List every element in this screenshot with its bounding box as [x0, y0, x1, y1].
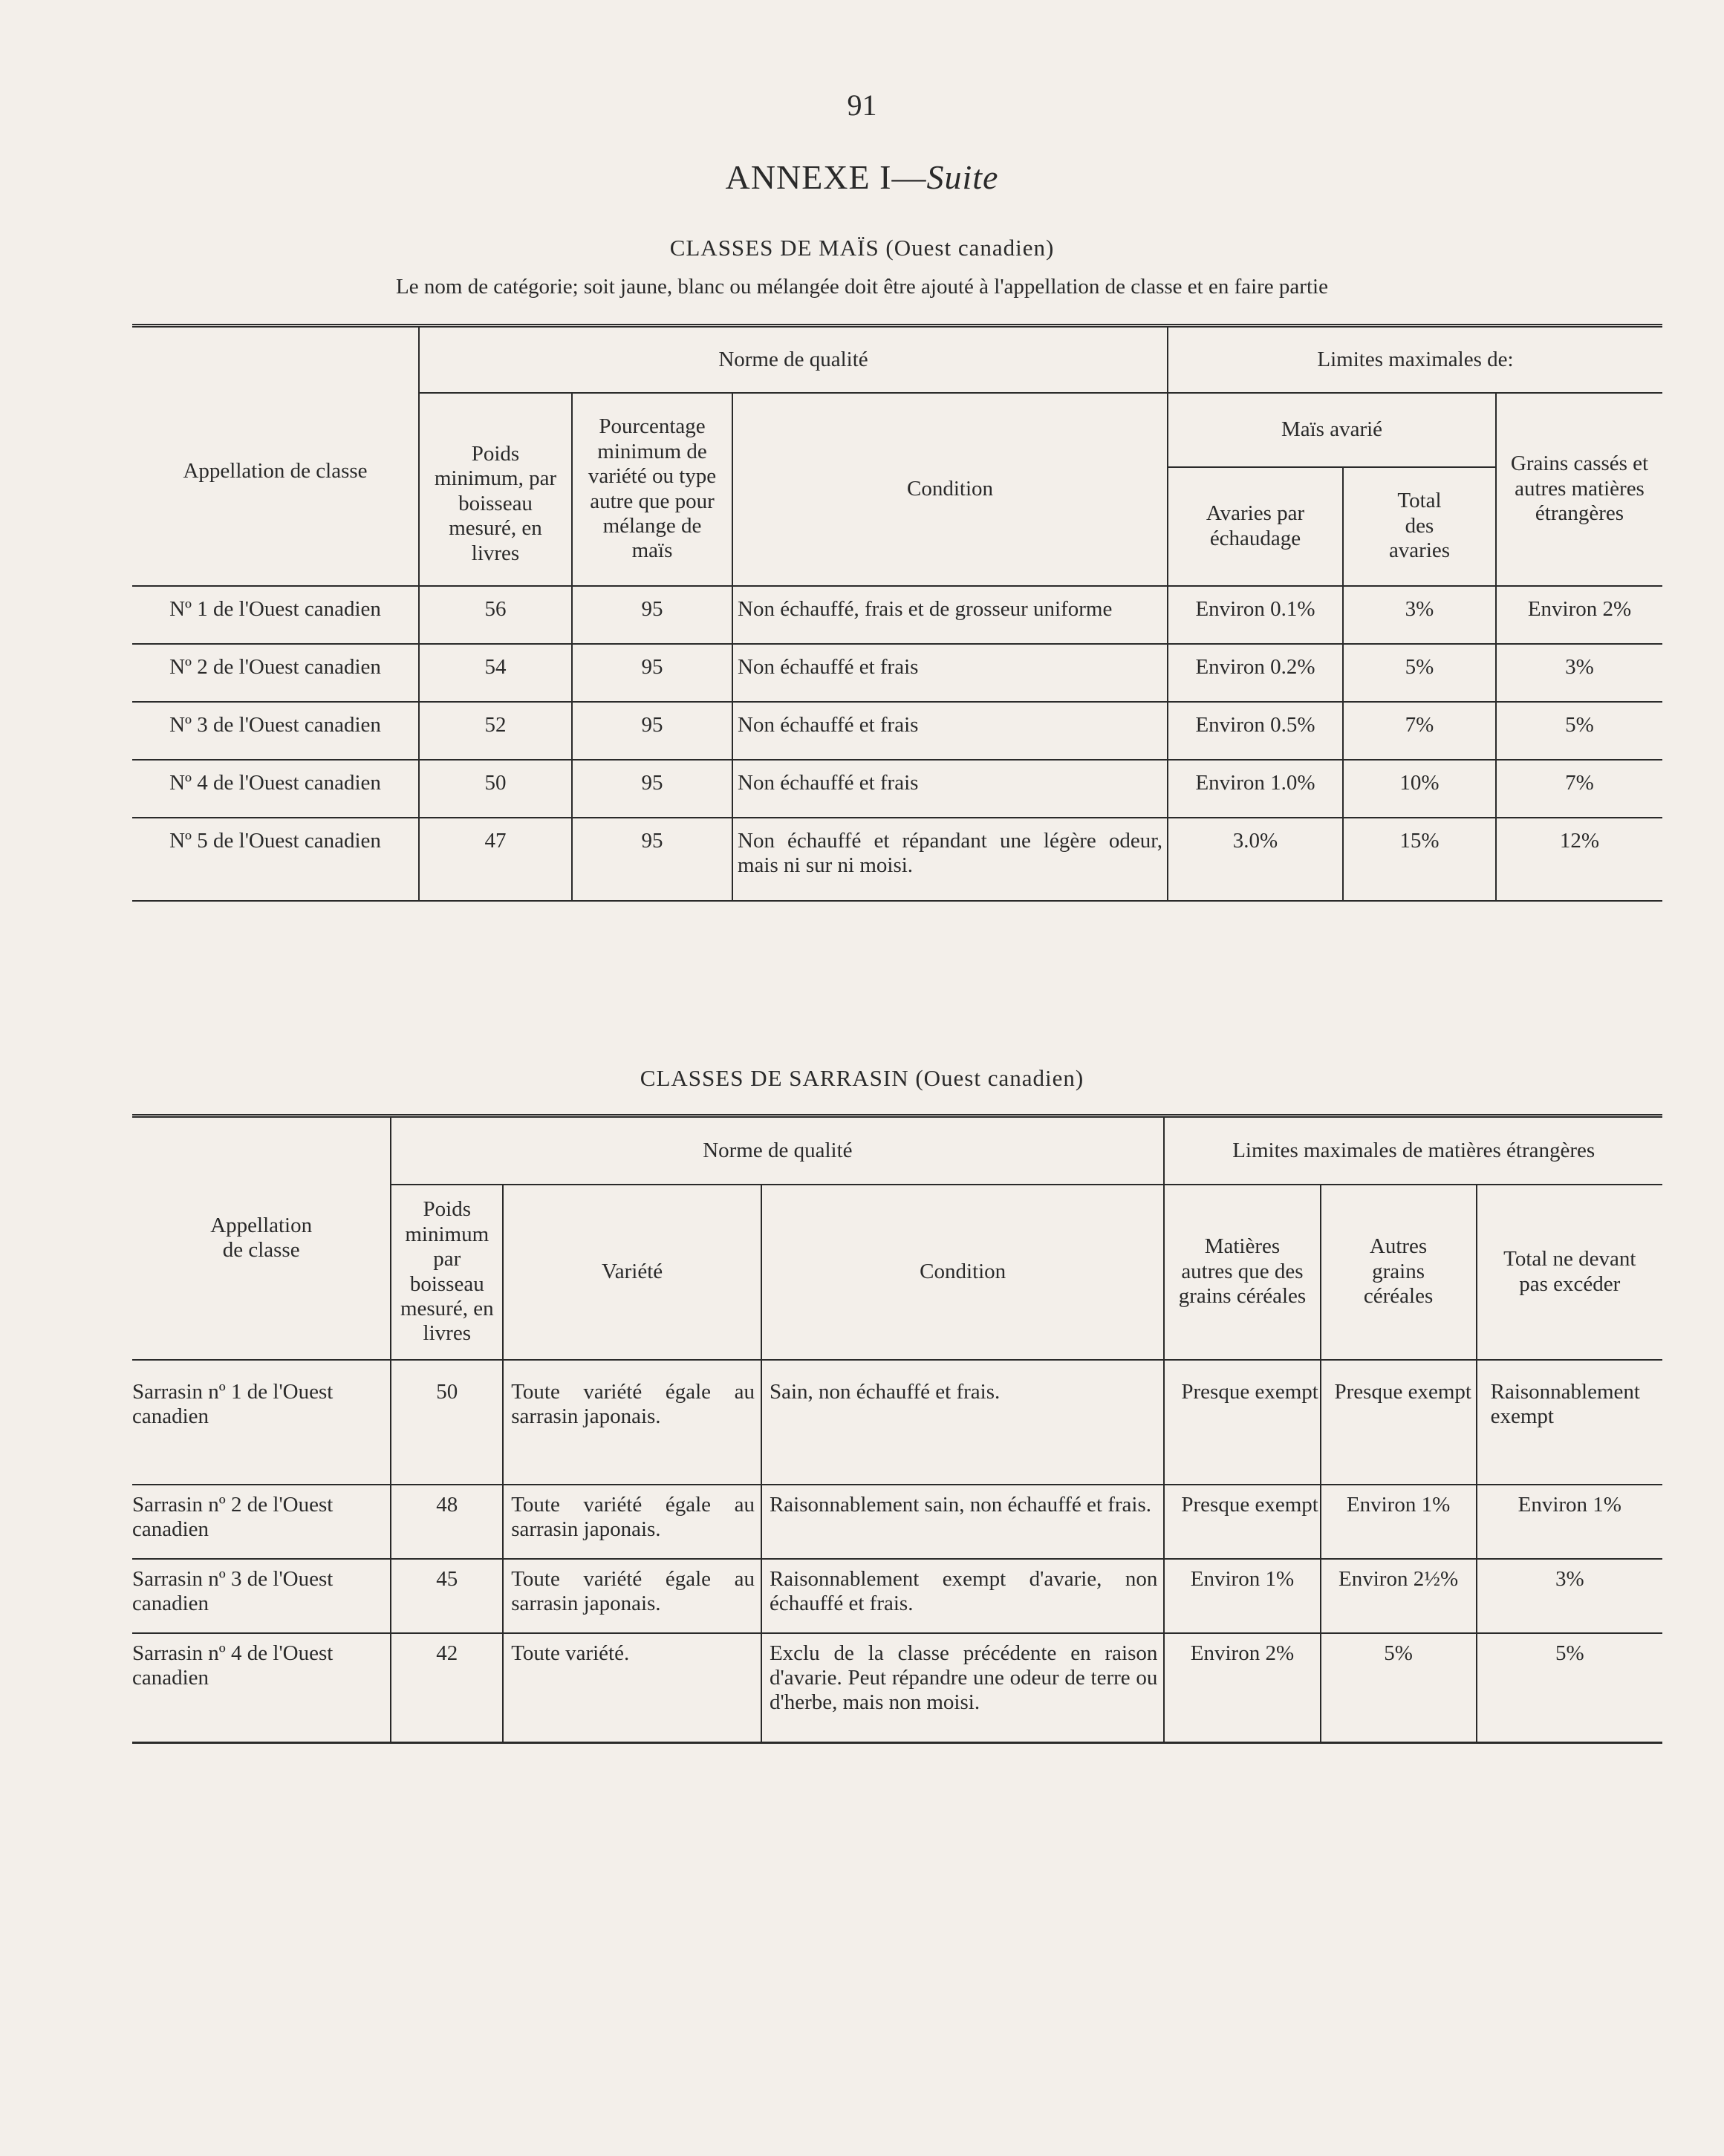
row-autres: Presque exempt [1321, 1360, 1477, 1485]
header-variete: Variété [503, 1185, 761, 1360]
header-total: Total ne devant pas excéder [1477, 1185, 1662, 1360]
table-row [132, 1485, 1662, 1559]
row-variete: Toute variété. [503, 1633, 761, 1743]
row-name: Sarrasin nº 2 de l'Ouest canadien [132, 1485, 391, 1559]
row-poids: 48 [391, 1485, 503, 1559]
row-name: Sarrasin nº 4 de l'Ouest canadien [132, 1633, 391, 1743]
mais-table-title: CLASSES DE MAÏS (Ouest canadien) [669, 235, 1055, 261]
row-total-avaries: 7% [1343, 702, 1496, 760]
row-echaudage: Environ 0.1% [1168, 586, 1343, 644]
row-poids: 42 [391, 1633, 503, 1743]
row-condition: Exclu de la classe précédente en raison d'avarie. Peut répandre une odeur de terre ou d'herbe, mais non moisi. [761, 1633, 1164, 1743]
header-matieres-autres: Matières autres que des grains céréales [1164, 1185, 1320, 1360]
row-condition: Non échauffé et frais [732, 760, 1168, 818]
header-condition: Condition [761, 1185, 1164, 1360]
mais-table-subtitle: Le nom de catégorie; soit jaune, blanc ou mélangée doit être ajouté à l'appellation de classe et en faire partie [396, 275, 1328, 299]
header-grains-casses: Grains cassés et autres matières étrangères [1496, 393, 1662, 586]
page-number: 91 [847, 88, 877, 122]
header-appellation: Appellation de classe [132, 1116, 391, 1360]
row-autres: Environ 1% [1321, 1485, 1477, 1559]
row-total: Raisonnablement exempt [1477, 1360, 1662, 1485]
table-row [132, 760, 1662, 818]
header-pourcentage: Pourcentage minimum de variété ou type autre que pour mélange de maïs [572, 393, 732, 586]
row-grains-casses: 7% [1496, 760, 1662, 818]
row-name: Sarrasin nº 3 de l'Ouest canadien [132, 1559, 391, 1633]
row-condition: Raisonnablement sain, non échauffé et frais. [761, 1485, 1164, 1559]
row-variete: Toute variété égale au sarrasin japonais. [503, 1360, 761, 1485]
row-name: Nº 2 de l'Ouest canadien [132, 644, 419, 702]
row-name: Nº 1 de l'Ouest canadien [132, 586, 419, 644]
header-norme-qualite: Norme de qualité [419, 326, 1168, 393]
table-row [132, 1559, 1662, 1633]
header-autres-grains: Autres grains céréales [1321, 1185, 1477, 1360]
sarrasin-table-title: CLASSES DE SARRASIN (Ouest canadien) [640, 1065, 1084, 1091]
header-limites-maximales: Limites maximales de matières étrangères [1164, 1116, 1662, 1185]
row-echaudage: Environ 0.5% [1168, 702, 1343, 760]
row-condition: Non échauffé et répandant une légère odeur, mais ni sur ni moisi. [732, 818, 1168, 901]
row-grains-casses: 3% [1496, 644, 1662, 702]
row-condition: Non échauffé et frais [732, 644, 1168, 702]
row-matieres: Presque exempt [1164, 1360, 1320, 1485]
row-echaudage: 3.0% [1168, 818, 1343, 901]
row-condition: Non échauffé, frais et de grosseur uniforme [732, 586, 1168, 644]
header-limites-maximales: Limites maximales de: [1168, 326, 1662, 393]
row-poids: 45 [391, 1559, 503, 1633]
header-total-avaries: Total des avaries [1343, 467, 1496, 586]
table-row [132, 586, 1662, 644]
row-total-avaries: 10% [1343, 760, 1496, 818]
row-pourcentage: 95 [572, 586, 732, 644]
row-autres: 5% [1321, 1633, 1477, 1743]
row-poids: 47 [419, 818, 572, 901]
row-poids: 50 [391, 1360, 503, 1485]
row-poids: 56 [419, 586, 572, 644]
table-row [132, 1360, 1662, 1485]
row-matieres: Presque exempt [1164, 1485, 1320, 1559]
row-echaudage: Environ 0.2% [1168, 644, 1343, 702]
table-row [132, 702, 1662, 760]
header-appellation: Appellation de classe [132, 326, 419, 586]
row-pourcentage: 95 [572, 644, 732, 702]
row-total: 5% [1477, 1633, 1662, 1743]
row-matieres: Environ 2% [1164, 1633, 1320, 1743]
row-condition: Non échauffé et frais [732, 702, 1168, 760]
table-row [132, 1633, 1662, 1743]
row-name: Nº 5 de l'Ouest canadien [132, 818, 419, 901]
table-row [132, 818, 1662, 901]
annex-heading [0, 157, 1724, 197]
header-poids: Poids minimum par boisseau mesuré, en livres [391, 1185, 503, 1360]
row-poids: 50 [419, 760, 572, 818]
row-total-avaries: 3% [1343, 586, 1496, 644]
row-total: 3% [1477, 1559, 1662, 1633]
row-poids: 52 [419, 702, 572, 760]
row-pourcentage: 95 [572, 818, 732, 901]
row-condition: Raisonnablement exempt d'avarie, non échauffé et frais. [761, 1559, 1164, 1633]
sarrasin-classes-table [132, 1114, 1662, 1744]
row-poids: 54 [419, 644, 572, 702]
annex-title: ANNEXE I— [725, 158, 927, 196]
header-mais-avarie: Maïs avarié [1168, 393, 1496, 467]
row-pourcentage: 95 [572, 760, 732, 818]
row-matieres: Environ 1% [1164, 1559, 1320, 1633]
row-name: Sarrasin nº 1 de l'Ouest canadien [132, 1360, 391, 1485]
annex-suffix: Suite [926, 158, 999, 196]
row-total-avaries: 5% [1343, 644, 1496, 702]
row-total-avaries: 15% [1343, 818, 1496, 901]
row-grains-casses: 5% [1496, 702, 1662, 760]
header-avaries-echaudage: Avaries par échaudage [1168, 467, 1343, 586]
row-grains-casses: 12% [1496, 818, 1662, 901]
row-variete: Toute variété égale au sarrasin japonais. [503, 1485, 761, 1559]
row-pourcentage: 95 [572, 702, 732, 760]
row-echaudage: Environ 1.0% [1168, 760, 1343, 818]
row-condition: Sain, non échauffé et frais. [761, 1360, 1164, 1485]
row-variete: Toute variété égale au sarrasin japonais. [503, 1559, 761, 1633]
table-row [132, 644, 1662, 702]
row-grains-casses: Environ 2% [1496, 586, 1662, 644]
row-autres: Environ 2½% [1321, 1559, 1477, 1633]
mais-classes-table [132, 324, 1662, 902]
row-name: Nº 4 de l'Ouest canadien [132, 760, 419, 818]
row-total: Environ 1% [1477, 1485, 1662, 1559]
header-norme-qualite: Norme de qualité [391, 1116, 1164, 1185]
header-poids: Poids minimum, par boisseau mesuré, en livres [419, 393, 572, 586]
row-name: Nº 3 de l'Ouest canadien [132, 702, 419, 760]
header-condition: Condition [732, 393, 1168, 586]
